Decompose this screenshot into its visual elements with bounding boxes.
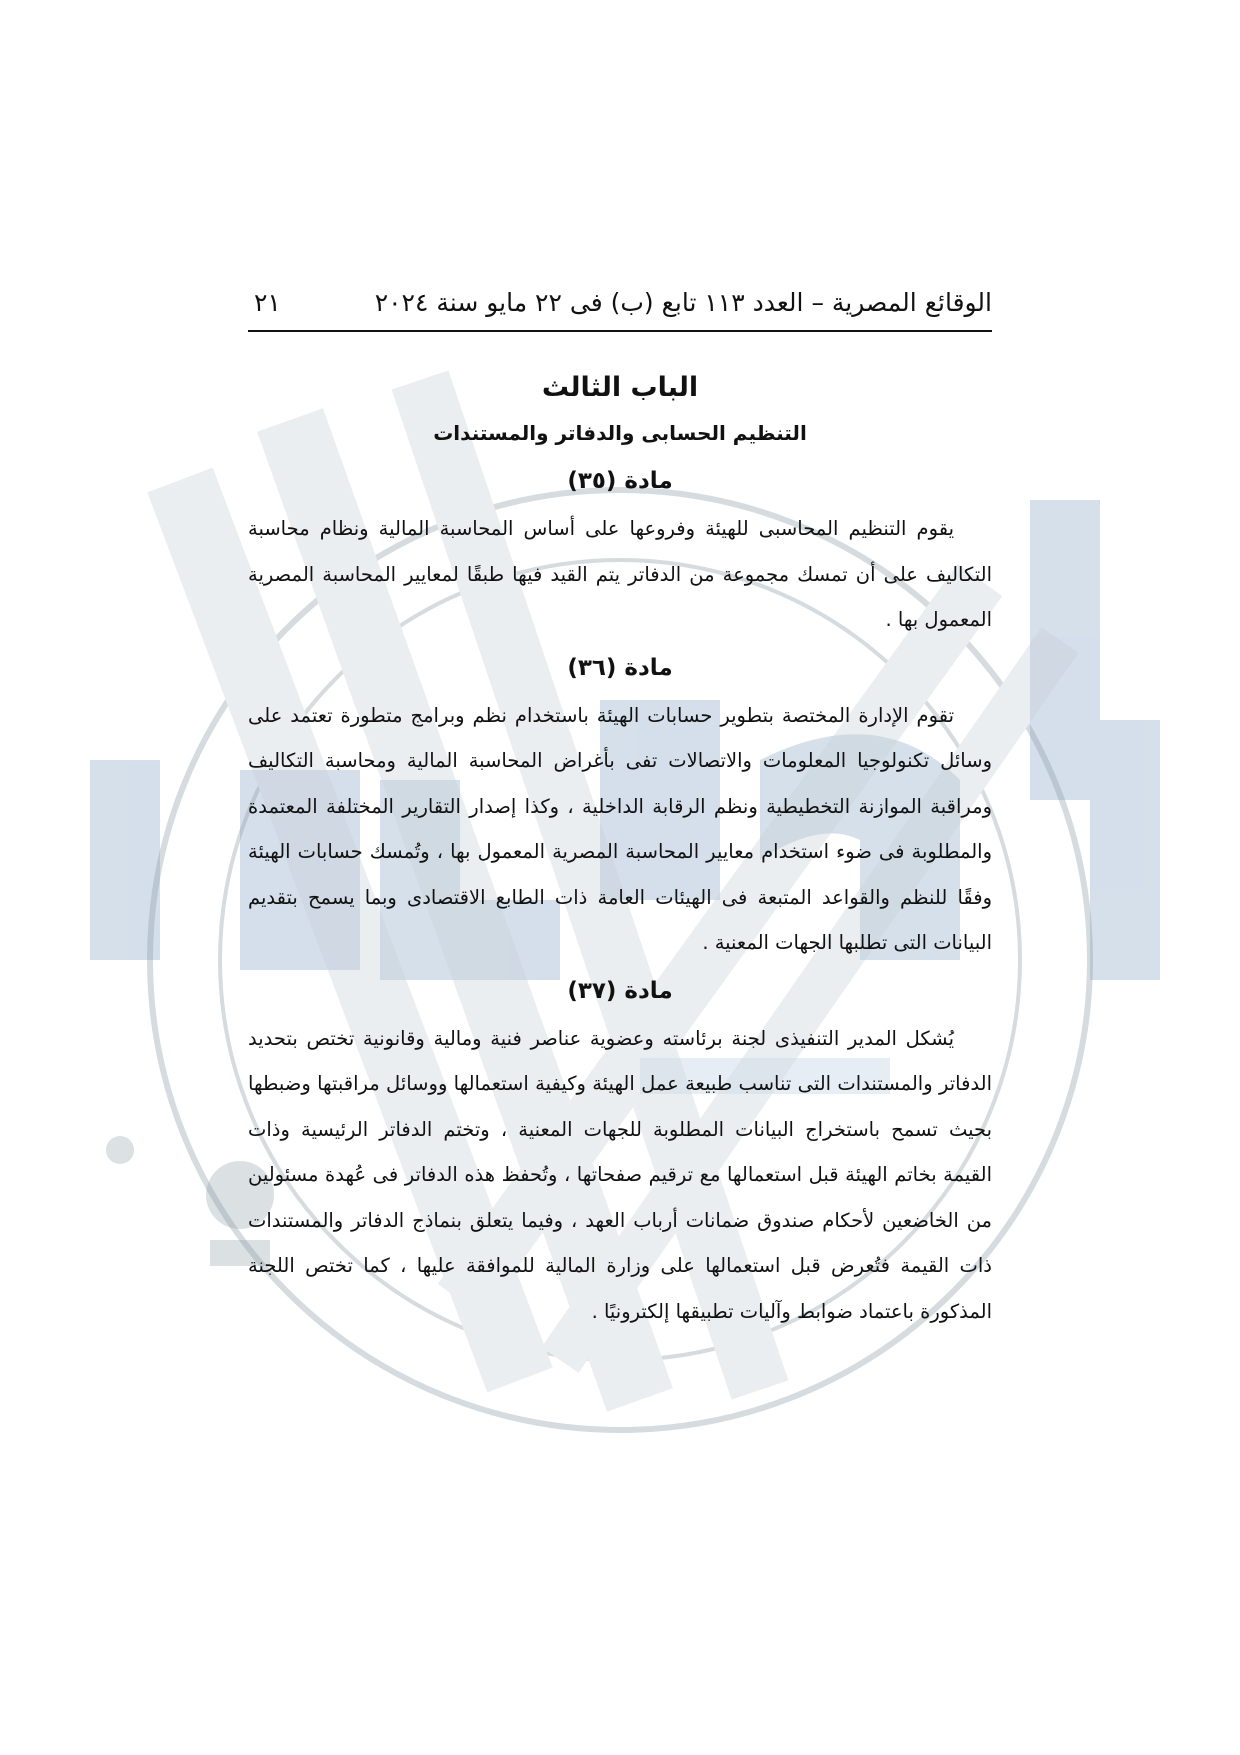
gazette-title: الوقائع المصرية – العدد ١١٣ تابع (ب) فى ٢٢ مايو سنة ٢٠٢٤ — [374, 288, 992, 317]
chapter-subtitle: التنظيم الحسابى والدفاتر والمستندات — [433, 421, 807, 445]
article-36-heading: مادة (٣٦) — [567, 654, 673, 681]
article-37-text: يُشكل المدير التنفيذى لجنة برئاسته وعضوية عناصر فنية ومالية وقانونية تختص بتحديد الدفاتر والمستندات التى تناسب طبيعة عمل الهيئة وكيفية استعمالها ووسائل مراقبتها وضبطها بحيث تسمح باستخراج البيانات المطلوبة للجهات المعنية ، وتختم الدفاتر الرئيسية وذات القيمة بخاتم الهيئة قبل استعمالها مع ترقيم صفحاتها ، وتُحفظ هذه الدفاتر فى عُهدة مسئولين من الخاضعين لأحكام صندوق ضمانات أرباب العهد ، وفيما يتعلق بنماذج الدفاتر والمستندات ذات القيمة فتُعرض قبل استعمالها على وزارة المالية للموافقة عليها ، كما تختص اللجنة المذكورة باعتماد ضوابط وآليات تطبيقها إلكترونيًا . — [248, 1026, 992, 1323]
page-number: ٢١ — [254, 288, 281, 317]
article-37-heading: مادة (٣٧) — [567, 977, 673, 1004]
article-35-heading: مادة (٣٥) — [567, 468, 673, 494]
page-header — [248, 286, 992, 332]
document-content — [248, 368, 992, 1340]
chapter-title: الباب الثالث — [541, 372, 699, 403]
article-35-text: يقوم التنظيم المحاسبى للهيئة وفروعها على أساس المحاسبة المالية ونظام محاسبة التكاليف على أن تمسك مجموعة من الدفاتر يتم القيد فيها طبقًا لمعايير المحاسبة المصرية المعمول بها . — [248, 517, 992, 631]
article-36-text: تقوم الإدارة المختصة بتطوير حسابات الهيئة باستخدام نظم وبرامج متطورة تعتمد على وسائل تكنولوجيا المعلومات والاتصالات تفى بأغراض المحاسبة المالية ومحاسبة التكاليف ومراقبة الموازنة التخطيطية ونظم الرقابة الداخلية ، وكذا إصدار التقارير المختلفة المعتمدة والمطلوبة فى ضوء استخدام معايير المحاسبة المصرية المعمول بها ، وتُمسك حسابات الهيئة وفقًا للنظم والقواعد المتبعة فى الهيئات العامة ذات الطابع الاقتصادى وبما يسمح بتقديم البيانات التى تطلبها الجهات المعنية . — [248, 703, 992, 954]
